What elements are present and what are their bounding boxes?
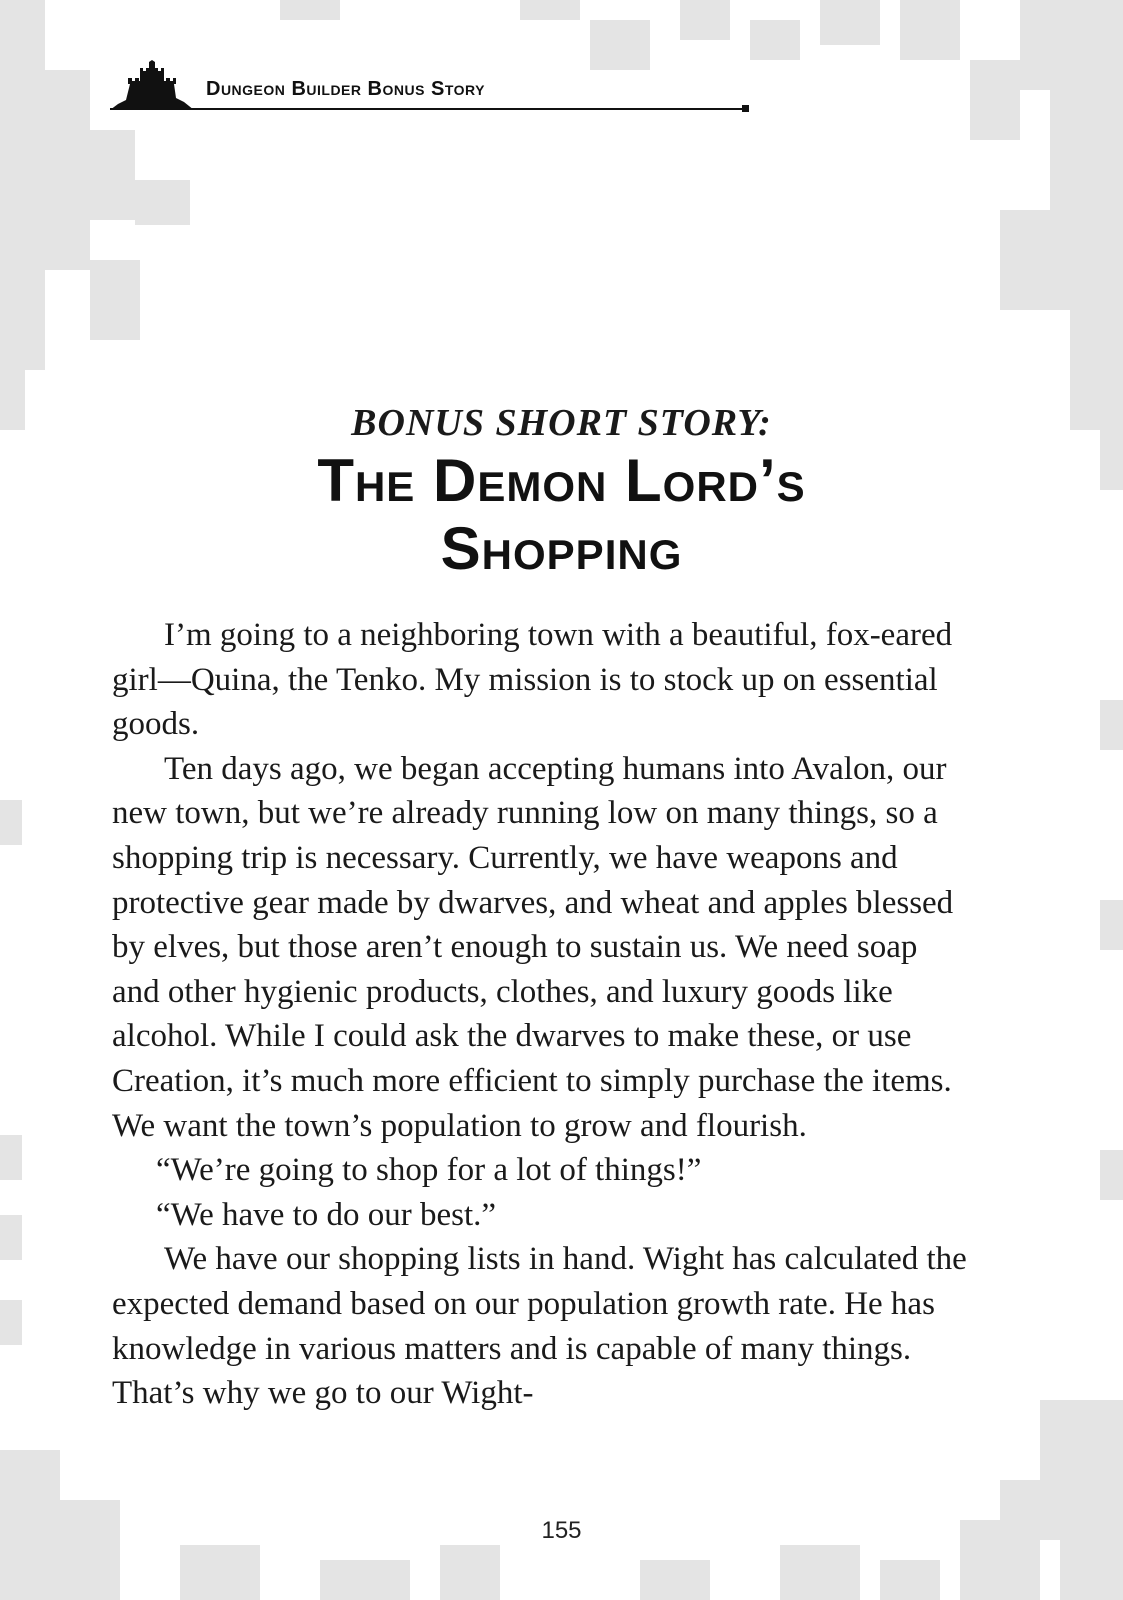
body-text (112, 613, 972, 1416)
paragraph: I’m going to a neighboring town with a beautiful, fox-eared girl—Quina, the Tenko. My mission is to stock up on essential goods. (112, 617, 953, 743)
header-rule-end (742, 105, 749, 112)
chapter-kicker: BONUS SHORT STORY: (351, 402, 772, 444)
paragraph: Ten days ago, we began accepting humans into Avalon, our new town, but we’re already running low on many things, so a shopping trip is necessary. Currently, we have weapons and protective gear made by dwarves, and wheat and apples blessed by elves, but those aren’t enough to sustain us. We need soap and other hygienic products, clothes, and luxury goods like alcohol. While I could ask the dwarves to make these, or use Creation, it’s much more efficient to simply purchase the items. We want the town’s population to grow and flourish. (112, 750, 954, 1144)
chapter-title-block (0, 400, 1123, 582)
header-rule (110, 108, 746, 110)
paragraph: “We have to do our best.” (156, 1196, 497, 1233)
chapter-title-line-2: Shopping (440, 515, 683, 582)
page-number: 155 (541, 1517, 582, 1544)
running-title: Dungeon Builder Bonus Story (206, 78, 485, 100)
paragraph: We have our shopping lists in hand. Wight has calculated the expected demand based on our population growth rate. He has knowledge in various matters and is capable of many things. That’s why we go to our Wight- (112, 1241, 967, 1412)
running-header (110, 48, 750, 118)
paragraph: “We’re going to shop for a lot of things!” (156, 1152, 702, 1189)
chapter-title-line-1: The Demon Lord’s (317, 447, 806, 514)
castle-icon (110, 54, 194, 110)
